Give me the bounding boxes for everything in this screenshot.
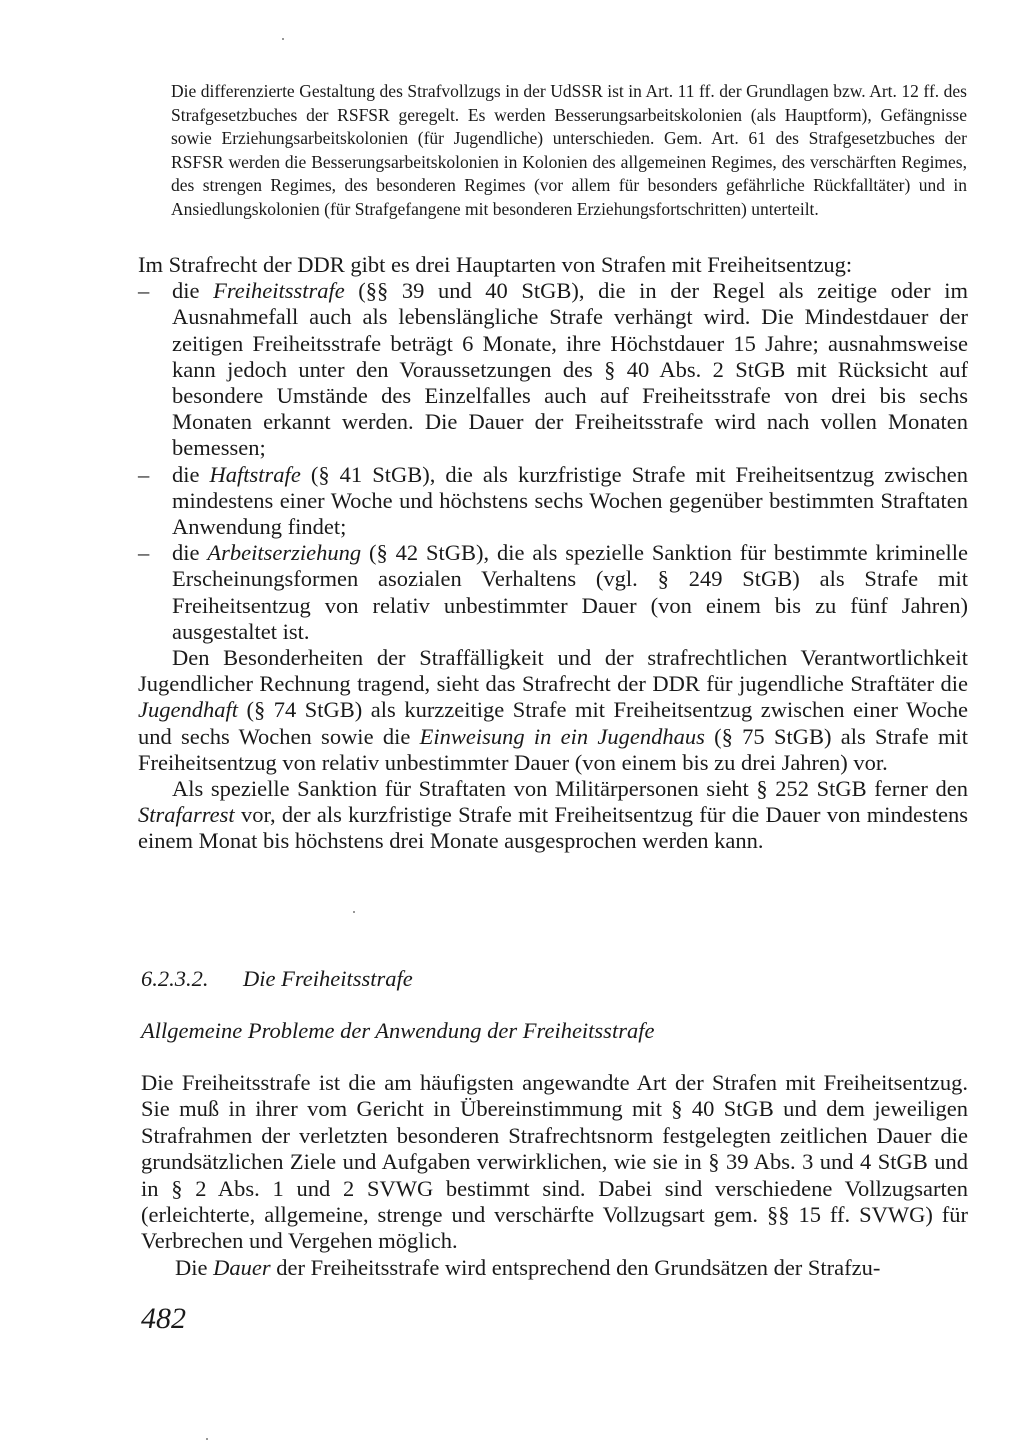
emphasis-term: Dauer [213,1254,271,1280]
youth-paragraph [138,645,968,776]
list-item-term: Freiheitsstrafe [213,278,345,304]
paragraph-text: vor, der als kurzfristige Strafe mit Freiheitsentzug für die Dauer von mindestens einem Monat bis höchstens drei Monate ausgesprochen werden kann. [138,802,968,854]
subheading: Allgemeine Probleme der Anwendung der Freiheitsstrafe [141,1018,655,1043]
freiheitsstrafe-paragraph: Die Freiheitsstrafe ist die am häufigsten angewandte Art der Strafen mit Freiheitsentzug. Sie muß in ihrer vom Gericht in Übereinstimmung mit § 40 StGB und dem jeweiligen Strafrahmen der verletzten besonderen Strafrechtsnorm festgelegten zeitlichen Dauer die grundsätzlichen Ziele und Aufgaben verwirklichen, wie sie in § 39 Abs. 3 und 4 StGB und in § 2 Abs. 1 und 2 SVWG bestimmt sind. Dabei sind verschiedene Vollzugsarten (erleichterte, allgemeine, strenge und verschärfte Vollzugsart gem. §§ 15 ff. SVWG) für Verbrechen und Vergehen möglich. [141,1070,968,1254]
section-body [141,1070,968,1281]
list-item-term: Arbeitserziehung [207,540,362,566]
paragraph-text: Den Besonderheiten der Straffälligkeit und der strafrechtlichen Verantwortlichkeit Jugendlicher Rechnung tragend, sieht das Strafrecht der DDR für jugendliche Straftäter die [138,645,968,697]
list-item [138,278,968,461]
list-dash: – [138,278,150,304]
dauer-paragraph [141,1255,968,1281]
emphasis-term: Einweisung in ein Jugendhaus [419,723,705,749]
list-item [138,540,968,645]
emphasis-term: Jugendhaft [138,697,238,723]
footnote-text: Die differenzierte Gestaltung des Strafvollzugs in der UdSSR ist in Art. 11 ff. der Grundlagen bzw. Art. 12 ff. des Strafgesetzbuches der RSFSR geregelt. Es werden Besserungsarbeitskolonien (als Hauptform), Gefängnisse sowie Erziehungsarbeitskolonien (für Jugendliche) unterschieden. Gem. Art. 61 des Strafgesetzbuches der RSFSR werden die Besserungsarbeitskolonien in Kolonien des allgemeinen Regimes, des verschärften Regimes, des strengen Regimes, des besonderen Regimes (vor allem für besonders gefährliche Rückfalltäter) und in Ansiedlungskolonien (für Strafgefangene mit besonderen Erziehungsfortschritten) unterteilt. [171,81,967,219]
list-dash: – [138,540,150,566]
intro-paragraph: Im Strafrecht der DDR gibt es drei Hauptarten von Strafen mit Freiheitsentzug: [138,252,853,277]
scan-speck [206,1438,208,1440]
scan-speck [282,38,284,40]
paragraph-text: Als spezielle Sanktion für Straftaten von Militärpersonen sieht § 252 StGB ferner den [172,776,968,802]
list-item-text: die [172,278,214,304]
list-item [138,462,968,541]
military-paragraph [138,776,968,855]
section-number: 6.2.3.2. [141,966,209,991]
emphasis-term: Strafarrest [138,802,235,828]
list-item-text: die [172,540,208,566]
scan-speck [353,911,355,913]
section-title: Die Freiheitsstrafe [243,966,413,991]
paragraph-text: (§ 74 StGB) als kurzzeitige Strafe mit Freiheitsentzug zwischen einer Woche und sechs Wochen sowie die [138,697,968,749]
paragraph-text: Die [175,1254,214,1280]
paragraph-text: (§ 75 StGB) als Strafe mit Freiheitsentzug von relativ unbestimmter Dauer (von einem bis zu drei Jahren) vor. [138,723,969,775]
page-number: 482 [141,1302,186,1335]
footnote-block [171,80,967,222]
list-item-text: (§ 42 StGB), die als spezielle Sanktion für bestimmte kriminelle Erscheinungsformen asozialen Verhaltens (vgl. § 249 StGB) als Strafe mit Freiheitsentzug von relativ unbestimmter Dauer (von einem bis zu fünf Jahren) ausgestaltet ist. [172,540,968,644]
penalty-list [138,278,968,645]
main-text [138,252,968,855]
section-heading [141,966,413,992]
list-item-term: Haftstrafe [209,461,301,487]
list-item-text: die [172,461,210,487]
paragraph-text: der Freiheitsstrafe wird entsprechend den Grundsätzen der Strafzu- [270,1254,881,1280]
list-item-text: (§ 41 StGB), die als kurzfristige Strafe mit Freiheitsentzug zwischen mindestens einer Woche und höchstens sechs Wochen gegenüber bestimmten Straftaten Anwendung findet; [172,461,968,540]
list-item-text: (§§ 39 und 40 StGB), die in der Regel als zeitige oder im Ausnahmefall auch als lebenslängliche Strafe verhängt wird. Die Mindestdauer der zeitigen Freiheitsstrafe beträgt 6 Monate, ihre Höchstdauer 15 Jahre; ausnahmsweise kann jedoch unter den Voraussetzungen des § 40 Abs. 2 StGB mit Rücksicht auf besondere Umstände des Einzelfalles auch auf Freiheitsstrafe von drei bis sechs Monaten erkannt werden. Die Dauer der Freiheitsstrafe wird nach vollen Monaten bemessen; [172,278,968,461]
list-dash: – [138,461,150,487]
